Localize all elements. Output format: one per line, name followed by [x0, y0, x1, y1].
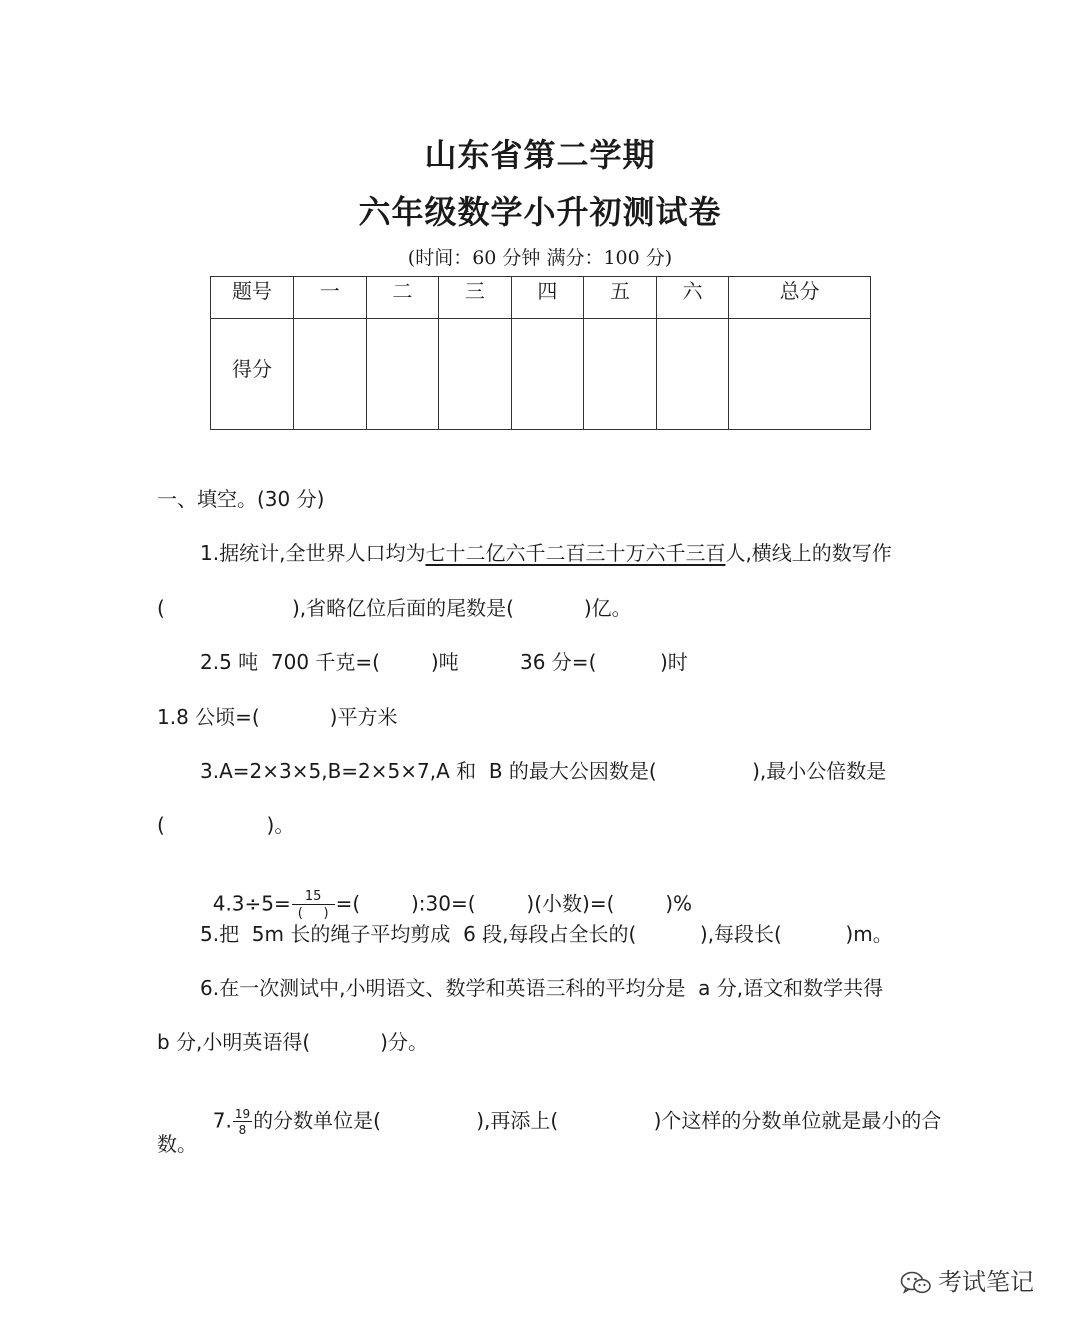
- score-table-col-6: 六: [656, 277, 729, 319]
- score-table-col-3: 三: [439, 277, 512, 319]
- q4-suffix: =( ):30=( )(小数)=( )%: [335, 891, 693, 916]
- score-cell-5: [584, 319, 657, 430]
- q4-fraction-denominator: ( ): [297, 906, 329, 921]
- question-7-line1: [200, 1084, 941, 1136]
- score-table-label-score: 得分: [211, 319, 294, 430]
- section1-heading: 一、填空。(30 分): [157, 487, 325, 511]
- q1-prefix: 1.据统计,全世界人口均为: [200, 541, 426, 565]
- question-5-line1: 5.把 5m 长的绳子平均剪成 6 段,每段占全长的( ),每段长( )m。: [200, 922, 893, 946]
- exam-title-line2: 六年级数学小升初测试卷: [358, 193, 722, 231]
- q7-prefix: 7.: [212, 1108, 232, 1133]
- watermark-text: 考试笔记: [938, 1268, 1034, 1296]
- question-7-line2: 数。: [157, 1132, 197, 1156]
- question-3-line1: 3.A=2×3×5,B=2×5×7,A 和 B 的最大公因数是( ),最小公倍数是: [200, 759, 887, 783]
- score-table-col-4: 四: [511, 277, 584, 319]
- question-2-line2: 1.8 公顷=( )平方米: [157, 705, 398, 729]
- question-2-part-b: 36 分=( )时: [520, 650, 688, 674]
- score-table-col-total: 总分: [729, 277, 871, 319]
- question-1-line1: [200, 541, 892, 565]
- score-table-col-1: 一: [294, 277, 367, 319]
- q4-fraction: [292, 890, 335, 920]
- score-cell-total: [729, 319, 871, 430]
- q7-suffix: 的分数单位是( ),再添上( )个这样的分数单位就是最小的合: [253, 1108, 942, 1133]
- score-cell-2: [366, 319, 439, 430]
- question-3-line2: ( )。: [157, 813, 295, 837]
- score-cell-4: [511, 319, 584, 430]
- q7-fraction-denominator: 8: [238, 1123, 247, 1137]
- q1-suffix: 人,横线上的数写作: [725, 541, 892, 565]
- question-4-line1: [200, 866, 692, 920]
- question-6-line1: 6.在一次测试中,小明语文、数学和英语三科的平均分是 a 分,语文和数学共得: [200, 976, 884, 1000]
- watermark: [900, 1262, 1034, 1297]
- q7-fraction: [233, 1108, 252, 1136]
- time-info: (时间：60 分钟 满分：100 分): [407, 247, 673, 269]
- wechat-icon: [900, 1270, 932, 1296]
- score-table: [210, 276, 871, 430]
- score-table-col-2: 二: [366, 277, 439, 319]
- q1-underlined-number: 七十二亿六千二百三十万六千三百: [425, 541, 726, 565]
- score-table-label-question: 题号: [211, 277, 294, 319]
- q4-prefix: 4.3÷5=: [212, 891, 291, 916]
- score-table-col-5: 五: [584, 277, 657, 319]
- score-table-score-row: [211, 319, 871, 430]
- question-1-line2: ( ),省略亿位后面的尾数是( )亿。: [157, 596, 632, 620]
- score-table-header-row: [211, 277, 871, 319]
- question-2-part-a: 2.5 吨 700 千克=( )吨: [200, 650, 459, 674]
- exam-title-line1: 山东省第二学期: [424, 136, 656, 174]
- question-6-line2: b 分,小明英语得( )分。: [157, 1030, 428, 1054]
- score-cell-3: [439, 319, 512, 430]
- score-cell-1: [294, 319, 367, 430]
- q4-fraction-numerator: 15: [292, 890, 335, 905]
- score-cell-6: [656, 319, 729, 430]
- q7-fraction-numerator: 19: [234, 1107, 251, 1121]
